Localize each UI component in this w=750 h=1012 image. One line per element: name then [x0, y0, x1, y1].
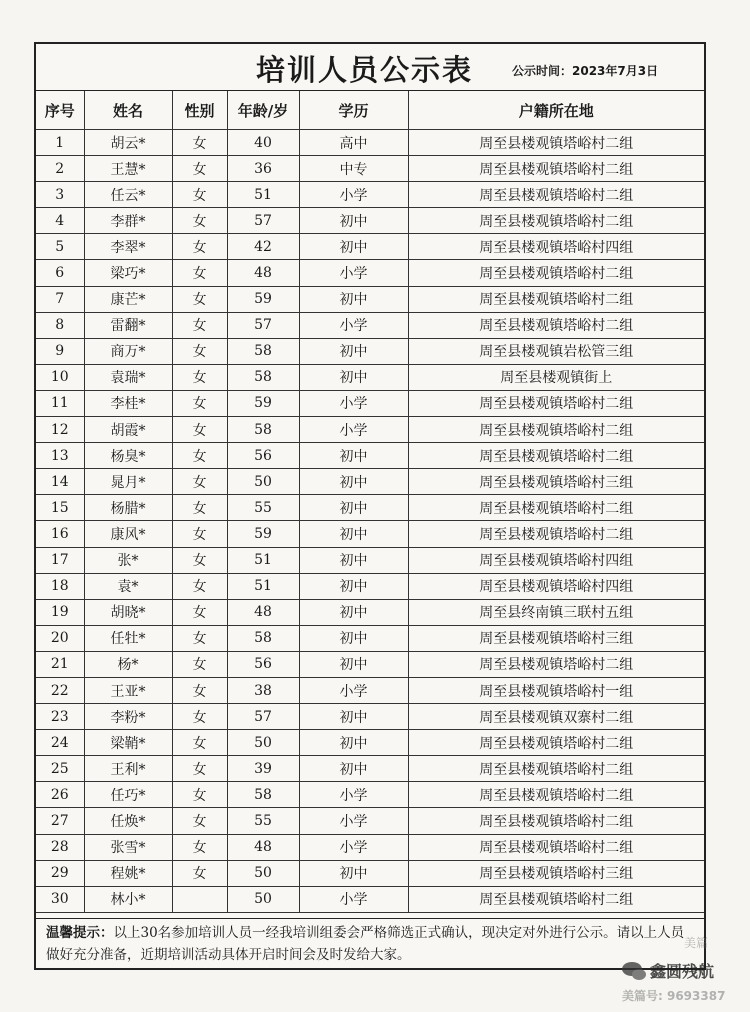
table-row [36, 521, 704, 547]
table-row [36, 417, 704, 443]
cell-gender: 女 [172, 730, 227, 756]
cell-gender: 女 [172, 208, 227, 234]
cell-age: 50 [227, 730, 299, 756]
cell-education: 初中 [299, 521, 408, 547]
cell-index: 24 [36, 730, 84, 756]
table-row [36, 234, 704, 260]
cell-gender: 女 [172, 234, 227, 260]
cell-name: 张雪* [84, 834, 172, 860]
table-row [36, 808, 704, 834]
col-header-residence: 户籍所在地 [408, 91, 704, 130]
cell-name: 任巧* [84, 782, 172, 808]
cell-name: 胡晓* [84, 599, 172, 625]
cell-index: 28 [36, 834, 84, 860]
cell-index: 7 [36, 286, 84, 312]
cell-residence: 周至县楼观镇塔峪村一组 [408, 677, 704, 703]
cell-residence: 周至县楼观镇塔峪村四组 [408, 234, 704, 260]
cell-residence: 周至县楼观镇双寨村二组 [408, 704, 704, 730]
cell-gender: 女 [172, 312, 227, 338]
cell-name: 王慧* [84, 156, 172, 182]
cell-name: 袁* [84, 573, 172, 599]
cell-gender: 女 [172, 651, 227, 677]
table-header-row [36, 91, 704, 130]
cell-gender: 女 [172, 338, 227, 364]
cell-name: 杨臭* [84, 443, 172, 469]
cell-index: 13 [36, 443, 84, 469]
cell-name: 李翠* [84, 234, 172, 260]
cell-education: 初中 [299, 286, 408, 312]
cell-age: 36 [227, 156, 299, 182]
cell-gender: 女 [172, 469, 227, 495]
table-row [36, 625, 704, 651]
cell-age: 57 [227, 208, 299, 234]
cell-index: 14 [36, 469, 84, 495]
cell-gender: 女 [172, 677, 227, 703]
cell-education: 初中 [299, 651, 408, 677]
cell-index: 12 [36, 417, 84, 443]
table-row [36, 338, 704, 364]
table-row [36, 573, 704, 599]
table-row [36, 443, 704, 469]
table-row [36, 260, 704, 286]
cell-gender: 女 [172, 260, 227, 286]
cell-gender: 女 [172, 782, 227, 808]
cell-name: 袁瑞* [84, 364, 172, 390]
cell-education: 小学 [299, 677, 408, 703]
cell-gender: 女 [172, 599, 227, 625]
cell-gender: 女 [172, 756, 227, 782]
col-header-index: 序号 [36, 91, 84, 130]
cell-education: 初中 [299, 338, 408, 364]
cell-name: 康芒* [84, 286, 172, 312]
cell-residence: 周至县楼观镇岩松管三组 [408, 338, 704, 364]
table-body [36, 130, 704, 913]
cell-index: 6 [36, 260, 84, 286]
cell-name: 张* [84, 547, 172, 573]
cell-index: 21 [36, 651, 84, 677]
cell-name: 晁月* [84, 469, 172, 495]
cell-name: 任云* [84, 182, 172, 208]
cell-name: 程姚* [84, 860, 172, 886]
table-row [36, 547, 704, 573]
cell-gender: 女 [172, 547, 227, 573]
cell-age: 50 [227, 886, 299, 912]
table-row [36, 886, 704, 912]
cell-education: 初中 [299, 730, 408, 756]
cell-index: 16 [36, 521, 84, 547]
cell-residence: 周至县楼观镇塔峪村二组 [408, 521, 704, 547]
cell-education: 初中 [299, 364, 408, 390]
cell-index: 5 [36, 234, 84, 260]
cell-age: 57 [227, 312, 299, 338]
cell-age: 51 [227, 182, 299, 208]
cell-index: 25 [36, 756, 84, 782]
cell-gender: 女 [172, 130, 227, 156]
cell-residence: 周至县楼观镇塔峪村二组 [408, 390, 704, 416]
table-row [36, 182, 704, 208]
cell-gender [172, 886, 227, 912]
cell-age: 57 [227, 704, 299, 730]
cell-index: 1 [36, 130, 84, 156]
cell-age: 58 [227, 338, 299, 364]
cell-residence: 周至县楼观镇塔峪村二组 [408, 495, 704, 521]
cell-index: 18 [36, 573, 84, 599]
cell-education: 中专 [299, 156, 408, 182]
cell-index: 15 [36, 495, 84, 521]
cell-education: 小学 [299, 808, 408, 834]
cell-name: 雷翻* [84, 312, 172, 338]
cell-education: 初中 [299, 625, 408, 651]
cell-name: 康风* [84, 521, 172, 547]
cell-residence: 周至县楼观镇塔峪村二组 [408, 208, 704, 234]
table-row [36, 130, 704, 156]
cell-education: 小学 [299, 260, 408, 286]
cell-index: 19 [36, 599, 84, 625]
cell-gender: 女 [172, 417, 227, 443]
table-row [36, 677, 704, 703]
cell-age: 48 [227, 834, 299, 860]
cell-education: 小学 [299, 312, 408, 338]
cell-gender: 女 [172, 521, 227, 547]
cell-index: 8 [36, 312, 84, 338]
publish-time: 公示时间：2023年7月3日 [512, 64, 659, 78]
cell-residence: 周至县楼观镇塔峪村二组 [408, 182, 704, 208]
cell-index: 9 [36, 338, 84, 364]
cell-education: 高中 [299, 130, 408, 156]
cell-name: 杨腊* [84, 495, 172, 521]
cell-age: 58 [227, 364, 299, 390]
cell-residence: 周至县楼观镇塔峪村二组 [408, 651, 704, 677]
table-row [36, 599, 704, 625]
cell-name: 王亚* [84, 677, 172, 703]
cell-residence: 周至县楼观镇塔峪村二组 [408, 156, 704, 182]
cell-name: 梁巧* [84, 260, 172, 286]
cell-residence: 周至县楼观镇塔峪村三组 [408, 625, 704, 651]
cell-education: 小学 [299, 886, 408, 912]
cell-education: 初中 [299, 443, 408, 469]
cell-index: 23 [36, 704, 84, 730]
cell-gender: 女 [172, 182, 227, 208]
cell-residence: 周至县楼观镇塔峪村二组 [408, 130, 704, 156]
cell-name: 任牡* [84, 625, 172, 651]
cell-education: 小学 [299, 834, 408, 860]
cell-gender: 女 [172, 286, 227, 312]
watermark-brand: 美篇 [684, 936, 709, 950]
cell-education: 初中 [299, 860, 408, 886]
note-label: 温馨提示： [46, 925, 114, 941]
cell-residence: 周至县楼观镇塔峪村四组 [408, 547, 704, 573]
cell-age: 42 [227, 234, 299, 260]
watermark-id: 美篇号: 9693387 [622, 989, 726, 1003]
cell-education: 小学 [299, 182, 408, 208]
cell-age: 50 [227, 469, 299, 495]
wechat-logo-icon [622, 962, 642, 976]
cell-education: 初中 [299, 573, 408, 599]
note-text: 以上30名参加培训人员一经我培训组委会严格筛选正式确认，现决定对外进行公示。请以上人员做好充分准备，近期培训活动具体开启时间会及时发给大家。 [46, 925, 685, 963]
cell-residence: 周至县楼观镇塔峪村二组 [408, 886, 704, 912]
cell-residence: 周至县楼观镇塔峪村二组 [408, 260, 704, 286]
cell-name: 任焕* [84, 808, 172, 834]
cell-index: 26 [36, 782, 84, 808]
col-header-education: 学历 [299, 91, 408, 130]
cell-education: 小学 [299, 782, 408, 808]
cell-index: 29 [36, 860, 84, 886]
watermark-account: 鑫圆残航 [650, 962, 715, 981]
cell-name: 杨* [84, 651, 172, 677]
cell-name: 商万* [84, 338, 172, 364]
table-row [36, 782, 704, 808]
cell-gender: 女 [172, 860, 227, 886]
cell-name: 王利* [84, 756, 172, 782]
cell-name: 胡霞* [84, 417, 172, 443]
table-row [36, 208, 704, 234]
cell-education: 初中 [299, 599, 408, 625]
table-row [36, 834, 704, 860]
cell-residence: 周至县楼观镇塔峪村四组 [408, 573, 704, 599]
cell-residence: 周至县楼观镇街上 [408, 364, 704, 390]
cell-age: 51 [227, 547, 299, 573]
cell-name: 李群* [84, 208, 172, 234]
cell-age: 55 [227, 495, 299, 521]
cell-residence: 周至县楼观镇塔峪村二组 [408, 286, 704, 312]
cell-residence: 周至县楼观镇塔峪村三组 [408, 469, 704, 495]
cell-age: 56 [227, 443, 299, 469]
cell-gender: 女 [172, 390, 227, 416]
page-title: 培训人员公示表 [256, 53, 474, 87]
cell-education: 初中 [299, 495, 408, 521]
table-row [36, 469, 704, 495]
cell-age: 48 [227, 599, 299, 625]
cell-age: 50 [227, 860, 299, 886]
cell-index: 3 [36, 182, 84, 208]
cell-index: 4 [36, 208, 84, 234]
cell-index: 20 [36, 625, 84, 651]
cell-index: 30 [36, 886, 84, 912]
table-row [36, 390, 704, 416]
cell-gender: 女 [172, 495, 227, 521]
col-header-age: 年龄/岁 [227, 91, 299, 130]
cell-gender: 女 [172, 808, 227, 834]
cell-name: 胡云* [84, 130, 172, 156]
cell-residence: 周至县楼观镇塔峪村二组 [408, 808, 704, 834]
cell-age: 58 [227, 625, 299, 651]
cell-education: 初中 [299, 756, 408, 782]
cell-age: 48 [227, 260, 299, 286]
col-header-name: 姓名 [84, 91, 172, 130]
trainee-table [36, 91, 704, 913]
cell-name: 李粉* [84, 704, 172, 730]
cell-name: 林小* [84, 886, 172, 912]
cell-gender: 女 [172, 156, 227, 182]
cell-age: 58 [227, 782, 299, 808]
cell-age: 38 [227, 677, 299, 703]
table-row [36, 651, 704, 677]
table-row [36, 495, 704, 521]
cell-name: 李桂* [84, 390, 172, 416]
title-row [36, 44, 704, 91]
table-row [36, 156, 704, 182]
cell-age: 58 [227, 417, 299, 443]
table-row [36, 704, 704, 730]
table-row [36, 730, 704, 756]
cell-index: 10 [36, 364, 84, 390]
cell-gender: 女 [172, 625, 227, 651]
table-row [36, 364, 704, 390]
cell-residence: 周至县楼观镇塔峪村二组 [408, 417, 704, 443]
cell-age: 39 [227, 756, 299, 782]
notice-tip [36, 918, 704, 968]
cell-education: 小学 [299, 390, 408, 416]
cell-name: 梁鞘* [84, 730, 172, 756]
cell-education: 初中 [299, 234, 408, 260]
cell-age: 59 [227, 286, 299, 312]
cell-index: 17 [36, 547, 84, 573]
table-row [36, 756, 704, 782]
notice-sheet [34, 42, 709, 970]
cell-education: 小学 [299, 417, 408, 443]
col-header-gender: 性别 [172, 91, 227, 130]
cell-residence: 周至县楼观镇塔峪村二组 [408, 312, 704, 338]
cell-gender: 女 [172, 834, 227, 860]
cell-education: 初中 [299, 208, 408, 234]
cell-gender: 女 [172, 443, 227, 469]
table-row [36, 286, 704, 312]
cell-index: 22 [36, 677, 84, 703]
cell-gender: 女 [172, 573, 227, 599]
cell-age: 59 [227, 390, 299, 416]
cell-education: 初中 [299, 547, 408, 573]
cell-residence: 周至县终南镇三联村五组 [408, 599, 704, 625]
cell-residence: 周至县楼观镇塔峪村三组 [408, 860, 704, 886]
table-row [36, 312, 704, 338]
cell-age: 40 [227, 130, 299, 156]
cell-residence: 周至县楼观镇塔峪村二组 [408, 782, 704, 808]
cell-gender: 女 [172, 364, 227, 390]
cell-gender: 女 [172, 704, 227, 730]
cell-age: 55 [227, 808, 299, 834]
cell-index: 11 [36, 390, 84, 416]
cell-age: 51 [227, 573, 299, 599]
cell-education: 初中 [299, 469, 408, 495]
table-row [36, 860, 704, 886]
cell-residence: 周至县楼观镇塔峪村二组 [408, 443, 704, 469]
cell-age: 59 [227, 521, 299, 547]
cell-residence: 周至县楼观镇塔峪村二组 [408, 730, 704, 756]
cell-index: 27 [36, 808, 84, 834]
cell-age: 56 [227, 651, 299, 677]
cell-residence: 周至县楼观镇塔峪村二组 [408, 834, 704, 860]
cell-education: 初中 [299, 704, 408, 730]
cell-index: 2 [36, 156, 84, 182]
cell-residence: 周至县楼观镇塔峪村二组 [408, 756, 704, 782]
